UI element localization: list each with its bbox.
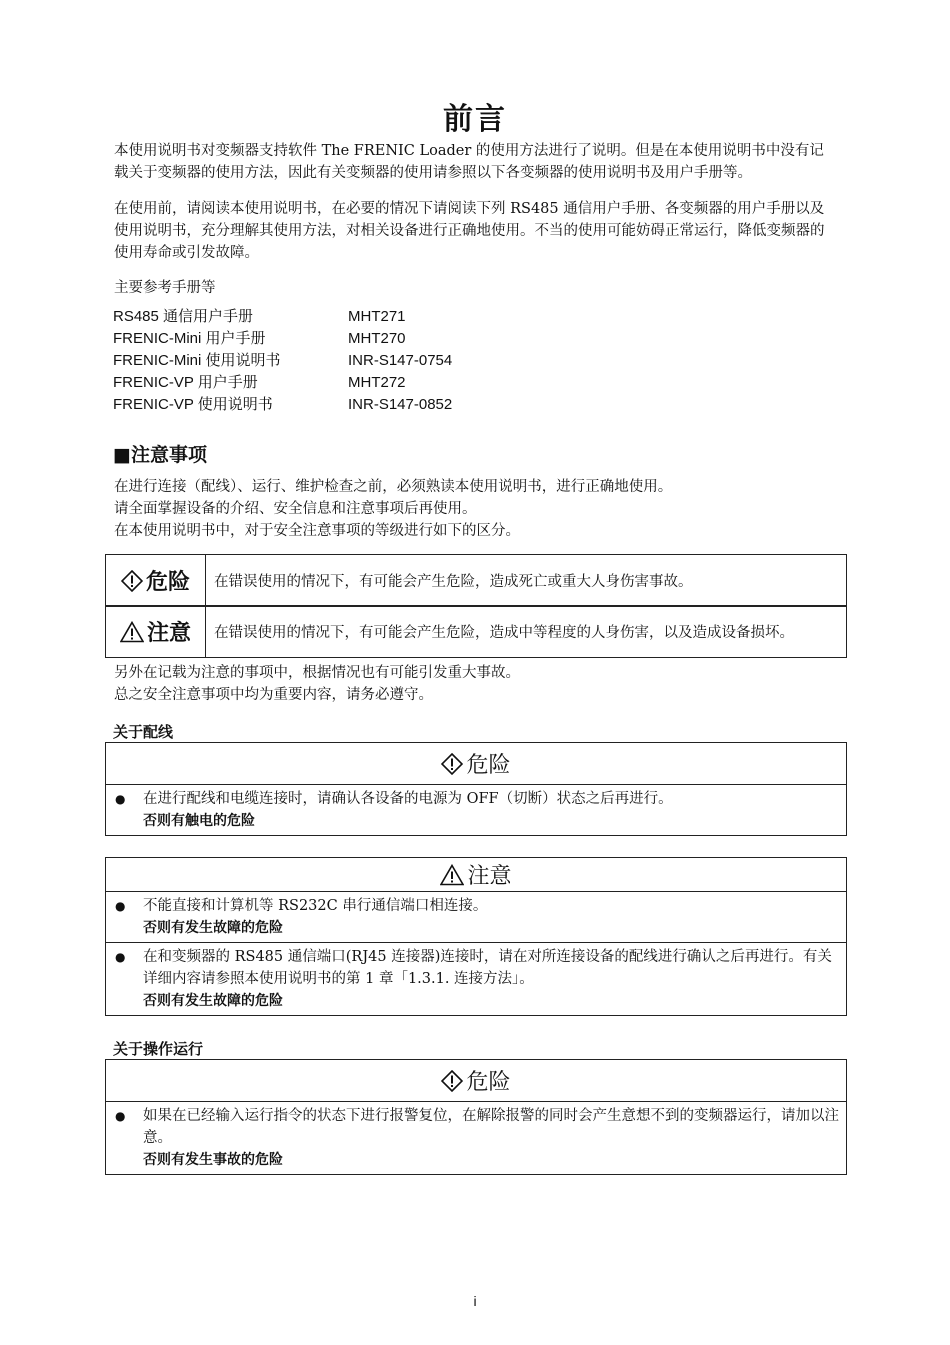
item-warning: 否则有发生故障的危险 [143,920,283,936]
caution-triangle-icon [120,621,144,643]
wiring-caution-box [105,857,847,1016]
intro-paragraph-1: 本使用说明书对变频器支持软件 The FRENIC Loader 的使用方法进行了说明。但是在本使用说明书中没有记载关于变频器的使用方法，因此有关变频器的使用请参照以下各变频器的使用说明书及用户手册等。 [114,143,824,181]
reference-row [113,394,452,416]
after-levels-line-1: 另外在记载为注意的事项中，根据情况也有可能引发重大事故。 [114,665,520,681]
operation-heading: 关于操作运行 [113,1040,204,1058]
list-item [106,1102,846,1174]
page-title: 前言 [443,102,507,137]
bullet-icon: ● [115,792,126,806]
reference-code: MHT270 [348,330,406,347]
reference-name: FRENIC-Mini 用户手册 [113,330,266,347]
list-item [106,942,846,1015]
notes-line-3: 在本使用说明书中，对于安全注意事项的等级进行如下的区分。 [114,523,520,539]
wiring-caution-header: 注意 [106,858,846,892]
reference-name: FRENIC-Mini 使用说明书 [113,352,281,369]
operation-danger-header: 危险 [106,1060,846,1102]
reference-name: FRENIC-VP 使用说明书 [113,396,273,413]
reference-code: INR-S147-0852 [348,396,453,413]
reference-name: FRENIC-VP 用户手册 [113,374,258,391]
reference-row [113,306,452,328]
wiring-danger-box [105,742,847,836]
caution-level-description: 在错误使用的情况下，有可能会产生危险，造成中等程度的人身伤害，以及造成设备损坏。 [214,625,794,641]
reference-code: MHT272 [348,374,406,391]
danger-diamond-icon [441,753,463,775]
notes-line-1: 在进行连接（配线）、运行、维护检查之前，必须熟读本使用说明书，进行正确地使用。 [114,479,673,495]
list-item [106,785,846,835]
danger-level-label: 危险 [106,555,206,606]
list-item [106,892,846,942]
notes-line-2: 请全面掌握设备的介绍、安全信息和注意事项后再使用。 [114,501,477,517]
reference-list [113,306,452,416]
danger-diamond-icon [441,1070,463,1092]
reference-heading: 主要参考手册等 [114,280,216,296]
item-text: 在和变频器的 RS485 通信端口(RJ45 连接器)连接时，请在对所连接设备的配线进行确认之后再进行。有关详细内容请参照本使用说明书的第 1 章「1.3.1. 连接方法」。 [143,949,832,987]
reference-row [113,328,452,350]
reference-row [113,350,452,372]
wiring-danger-header: 危险 [106,743,846,785]
reference-code: INR-S147-0754 [348,352,453,369]
bullet-icon: ● [115,899,126,913]
item-text: 不能直接和计算机等 RS232C 串行通信端口相连接。 [143,898,488,914]
danger-diamond-icon [121,570,143,592]
item-text: 在进行配线和电缆连接时，请确认各设备的电源为 OFF（切断）状态之后再进行。 [143,791,673,807]
level-danger-row [105,554,847,607]
caution-triangle-icon [440,864,464,886]
bullet-icon: ● [115,1109,126,1123]
caution-level-label: 注意 [106,606,206,657]
item-warning: 否则有发生事故的危险 [143,1152,283,1168]
bullet-icon: ● [115,950,126,964]
intro-paragraph-2: 在使用前，请阅读本使用说明书，在必要的情况下请阅读下列 RS485 通信用户手册、各变频器的用户手册以及使用说明书，充分理解其使用方法，对相关设备进行正确地使用。不当的使用可能妨碍正常运行，降低变频器的使用寿命或引发故障。 [114,201,825,261]
item-text: 如果在已经输入运行指令的状态下进行报警复位，在解除报警的同时会产生意想不到的变频器运行，请加以注意。 [143,1108,839,1146]
item-warning: 否则有触电的危险 [143,813,255,829]
wiring-heading: 关于配线 [113,723,174,741]
operation-danger-box [105,1059,847,1175]
reference-code: MHT271 [348,308,406,325]
level-caution-row [105,605,847,658]
notes-heading: ■注意事项 [113,444,207,466]
after-levels-line-2: 总之安全注意事项中均为重要内容，请务必遵守。 [114,687,433,703]
reference-row [113,372,452,394]
danger-level-description: 在错误使用的情况下，有可能会产生危险，造成死亡或重大人身伤害事故。 [214,574,693,590]
page-number: i [473,1293,477,1309]
reference-name: RS485 通信用户手册 [113,308,254,325]
item-warning: 否则有发生故障的危险 [143,993,283,1009]
